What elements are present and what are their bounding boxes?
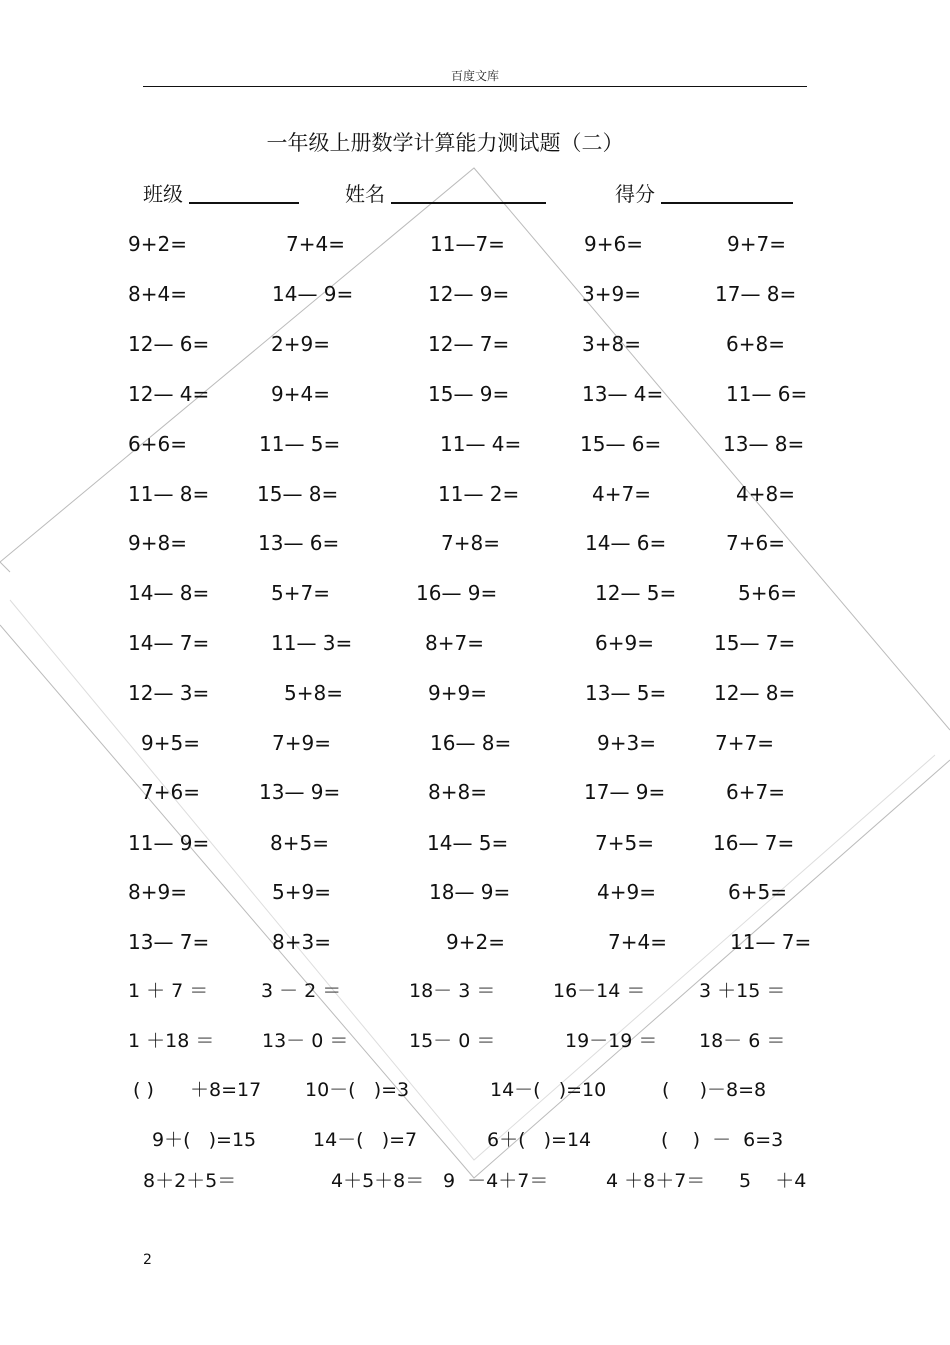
problem-r6-c3: 11— 2= — [438, 482, 520, 506]
problem-r1-c4: 9+6= — [584, 232, 643, 256]
problem-r7-c3: 7+8= — [441, 531, 500, 555]
field-name[interactable] — [345, 178, 385, 207]
field-class-line[interactable] — [189, 202, 299, 204]
problem-r6-c4: 4+7= — [592, 482, 651, 506]
problem-r15-c4: 7+4= — [608, 930, 667, 954]
problem-r19-c4: ( ) － 6=3 — [661, 1129, 784, 1151]
problem-r8-c5: 5+6= — [738, 581, 797, 605]
problem-r15-c1: 13— 7= — [128, 930, 210, 954]
problem-r16-c2: 3 － 2 ＝ — [261, 980, 342, 1002]
problem-r11-c1: 9+5= — [141, 731, 200, 755]
problem-r10-c3: 9+9= — [428, 681, 487, 705]
field-name-line[interactable] — [391, 202, 546, 204]
problem-r3-c1: 12— 6= — [128, 332, 210, 356]
problem-r4-c2: 9+4= — [271, 382, 330, 406]
problem-r9-c4: 6+9= — [595, 631, 654, 655]
problem-r13-c5: 16— 7= — [713, 831, 795, 855]
problem-r17-c2: 13－ 0 ＝ — [262, 1030, 349, 1052]
field-score-label: 得分 — [615, 182, 655, 206]
problem-r18-c5: ( )－8=8 — [662, 1079, 767, 1101]
problem-r11-c4: 9+3= — [597, 731, 656, 755]
problem-r9-c3: 8+7= — [425, 631, 484, 655]
problem-r18-c1: ( ) — [133, 1079, 154, 1101]
header-text: 百度文库 — [450, 69, 499, 83]
problem-r8-c3: 16— 9= — [416, 581, 498, 605]
problem-r6-c2: 15— 8= — [257, 482, 339, 506]
problem-r8-c1: 14— 8= — [128, 581, 210, 605]
problem-r13-c2: 8+5= — [270, 831, 329, 855]
problem-r2-c5: 17— 8= — [715, 282, 797, 306]
problem-r16-c3: 18－ 3 ＝ — [409, 980, 496, 1002]
problem-r6-c5: 4+8= — [736, 482, 795, 506]
problem-r12-c1: 7+6= — [141, 780, 200, 804]
problem-r1-c5: 9+7= — [727, 232, 786, 256]
problem-r4-c4: 13— 4= — [582, 382, 664, 406]
problem-r1-c3: 11—7= — [430, 232, 505, 256]
problem-r4-c1: 12— 4= — [128, 382, 210, 406]
field-score[interactable] — [615, 178, 655, 207]
problem-r20-c1: 8＋2＋5＝ — [143, 1170, 237, 1192]
problem-r5-c5: 13— 8= — [723, 432, 805, 456]
problem-r5-c3: 11— 4= — [440, 432, 522, 456]
problem-r12-c2: 13— 9= — [259, 780, 341, 804]
problem-r14-c4: 4+9= — [597, 880, 656, 904]
problem-r15-c3: 9+2= — [446, 930, 505, 954]
problem-r7-c5: 7+6= — [726, 531, 785, 555]
problem-r1-c2: 7+4= — [286, 232, 345, 256]
problem-r2-c1: 8+4= — [128, 282, 187, 306]
problem-r20-c5: 5 ＋4 — [739, 1170, 807, 1192]
problem-r3-c4: 3+8= — [582, 332, 641, 356]
problem-r8-c2: 5+7= — [271, 581, 330, 605]
field-class[interactable] — [143, 178, 183, 207]
problem-r14-c5: 6+5= — [728, 880, 787, 904]
field-name-label: 姓名 — [345, 182, 385, 206]
problem-r12-c3: 8+8= — [428, 780, 487, 804]
problem-r10-c5: 12— 8= — [714, 681, 796, 705]
problem-r9-c5: 15— 7= — [714, 631, 796, 655]
problem-r11-c2: 7+9= — [272, 731, 331, 755]
problem-r16-c4: 16－14 ＝ — [553, 980, 646, 1002]
problem-r19-c2: 14－( )=7 — [313, 1129, 418, 1151]
problem-r14-c2: 5+9= — [272, 880, 331, 904]
problem-r13-c3: 14— 5= — [427, 831, 509, 855]
problem-r12-c4: 17— 9= — [584, 780, 666, 804]
problem-r3-c5: 6+8= — [726, 332, 785, 356]
field-score-line[interactable] — [661, 202, 793, 204]
problem-r5-c1: 6+6= — [128, 432, 187, 456]
problem-r13-c4: 7+5= — [595, 831, 654, 855]
problem-r15-c2: 8+3= — [272, 930, 331, 954]
field-class-label: 班级 — [143, 182, 183, 206]
problem-r10-c1: 12— 3= — [128, 681, 210, 705]
problem-r19-c3: 6＋( )=14 — [487, 1129, 592, 1151]
problem-r10-c4: 13— 5= — [585, 681, 667, 705]
problem-r3-c2: 2+9= — [271, 332, 330, 356]
problem-r18-c2: ＋8=17 — [190, 1079, 262, 1101]
problem-r5-c2: 11— 5= — [259, 432, 341, 456]
problem-r4-c5: 11— 6= — [726, 382, 808, 406]
problem-r17-c4: 19－19 ＝ — [565, 1030, 658, 1052]
problem-r7-c4: 14— 6= — [585, 531, 667, 555]
problem-r7-c2: 13— 6= — [258, 531, 340, 555]
problem-r10-c2: 5+8= — [284, 681, 343, 705]
problem-r14-c1: 8+9= — [128, 880, 187, 904]
header-rule — [143, 86, 807, 87]
problem-r4-c3: 15— 9= — [428, 382, 510, 406]
problem-r2-c3: 12— 9= — [428, 282, 510, 306]
problem-r2-c4: 3+9= — [582, 282, 641, 306]
problem-r6-c1: 11— 8= — [128, 482, 210, 506]
problem-r19-c1: 9＋( )=15 — [152, 1129, 257, 1151]
problem-r17-c1: 1 ＋18 ＝ — [128, 1030, 215, 1052]
problem-r5-c4: 15— 6= — [580, 432, 662, 456]
problem-r14-c3: 18— 9= — [429, 880, 511, 904]
problem-r17-c3: 15－ 0 ＝ — [409, 1030, 496, 1052]
problem-r1-c1: 9+2= — [128, 232, 187, 256]
problem-r20-c3: 9 －4＋7＝ — [443, 1170, 549, 1192]
problem-r17-c5: 18－ 6 ＝ — [699, 1030, 786, 1052]
problem-r12-c5: 6+7= — [726, 780, 785, 804]
problem-r8-c4: 12— 5= — [595, 581, 677, 605]
page-title: 一年级上册数学计算能力测试题（二） — [266, 131, 624, 155]
problem-r18-c4: 14－( )=10 — [490, 1079, 607, 1101]
problem-r9-c1: 14— 7= — [128, 631, 210, 655]
problem-r11-c3: 16— 8= — [430, 731, 512, 755]
problem-r7-c1: 9+8= — [128, 531, 187, 555]
problem-r18-c3: 10－( )=3 — [305, 1079, 410, 1101]
problem-r13-c1: 11— 9= — [128, 831, 210, 855]
problem-r3-c3: 12— 7= — [428, 332, 510, 356]
problem-r20-c4: 4 ＋8＋7＝ — [606, 1170, 706, 1192]
problem-r16-c5: 3 ＋15 ＝ — [699, 980, 786, 1002]
problem-r20-c2: 4＋5＋8＝ — [331, 1170, 425, 1192]
page-number: 2 — [143, 1252, 152, 1268]
problem-r15-c5: 11— 7= — [730, 930, 812, 954]
problem-r11-c5: 7+7= — [715, 731, 774, 755]
problem-r9-c2: 11— 3= — [271, 631, 353, 655]
problem-r2-c2: 14— 9= — [272, 282, 354, 306]
problem-r16-c1: 1 ＋ 7 ＝ — [128, 980, 209, 1002]
